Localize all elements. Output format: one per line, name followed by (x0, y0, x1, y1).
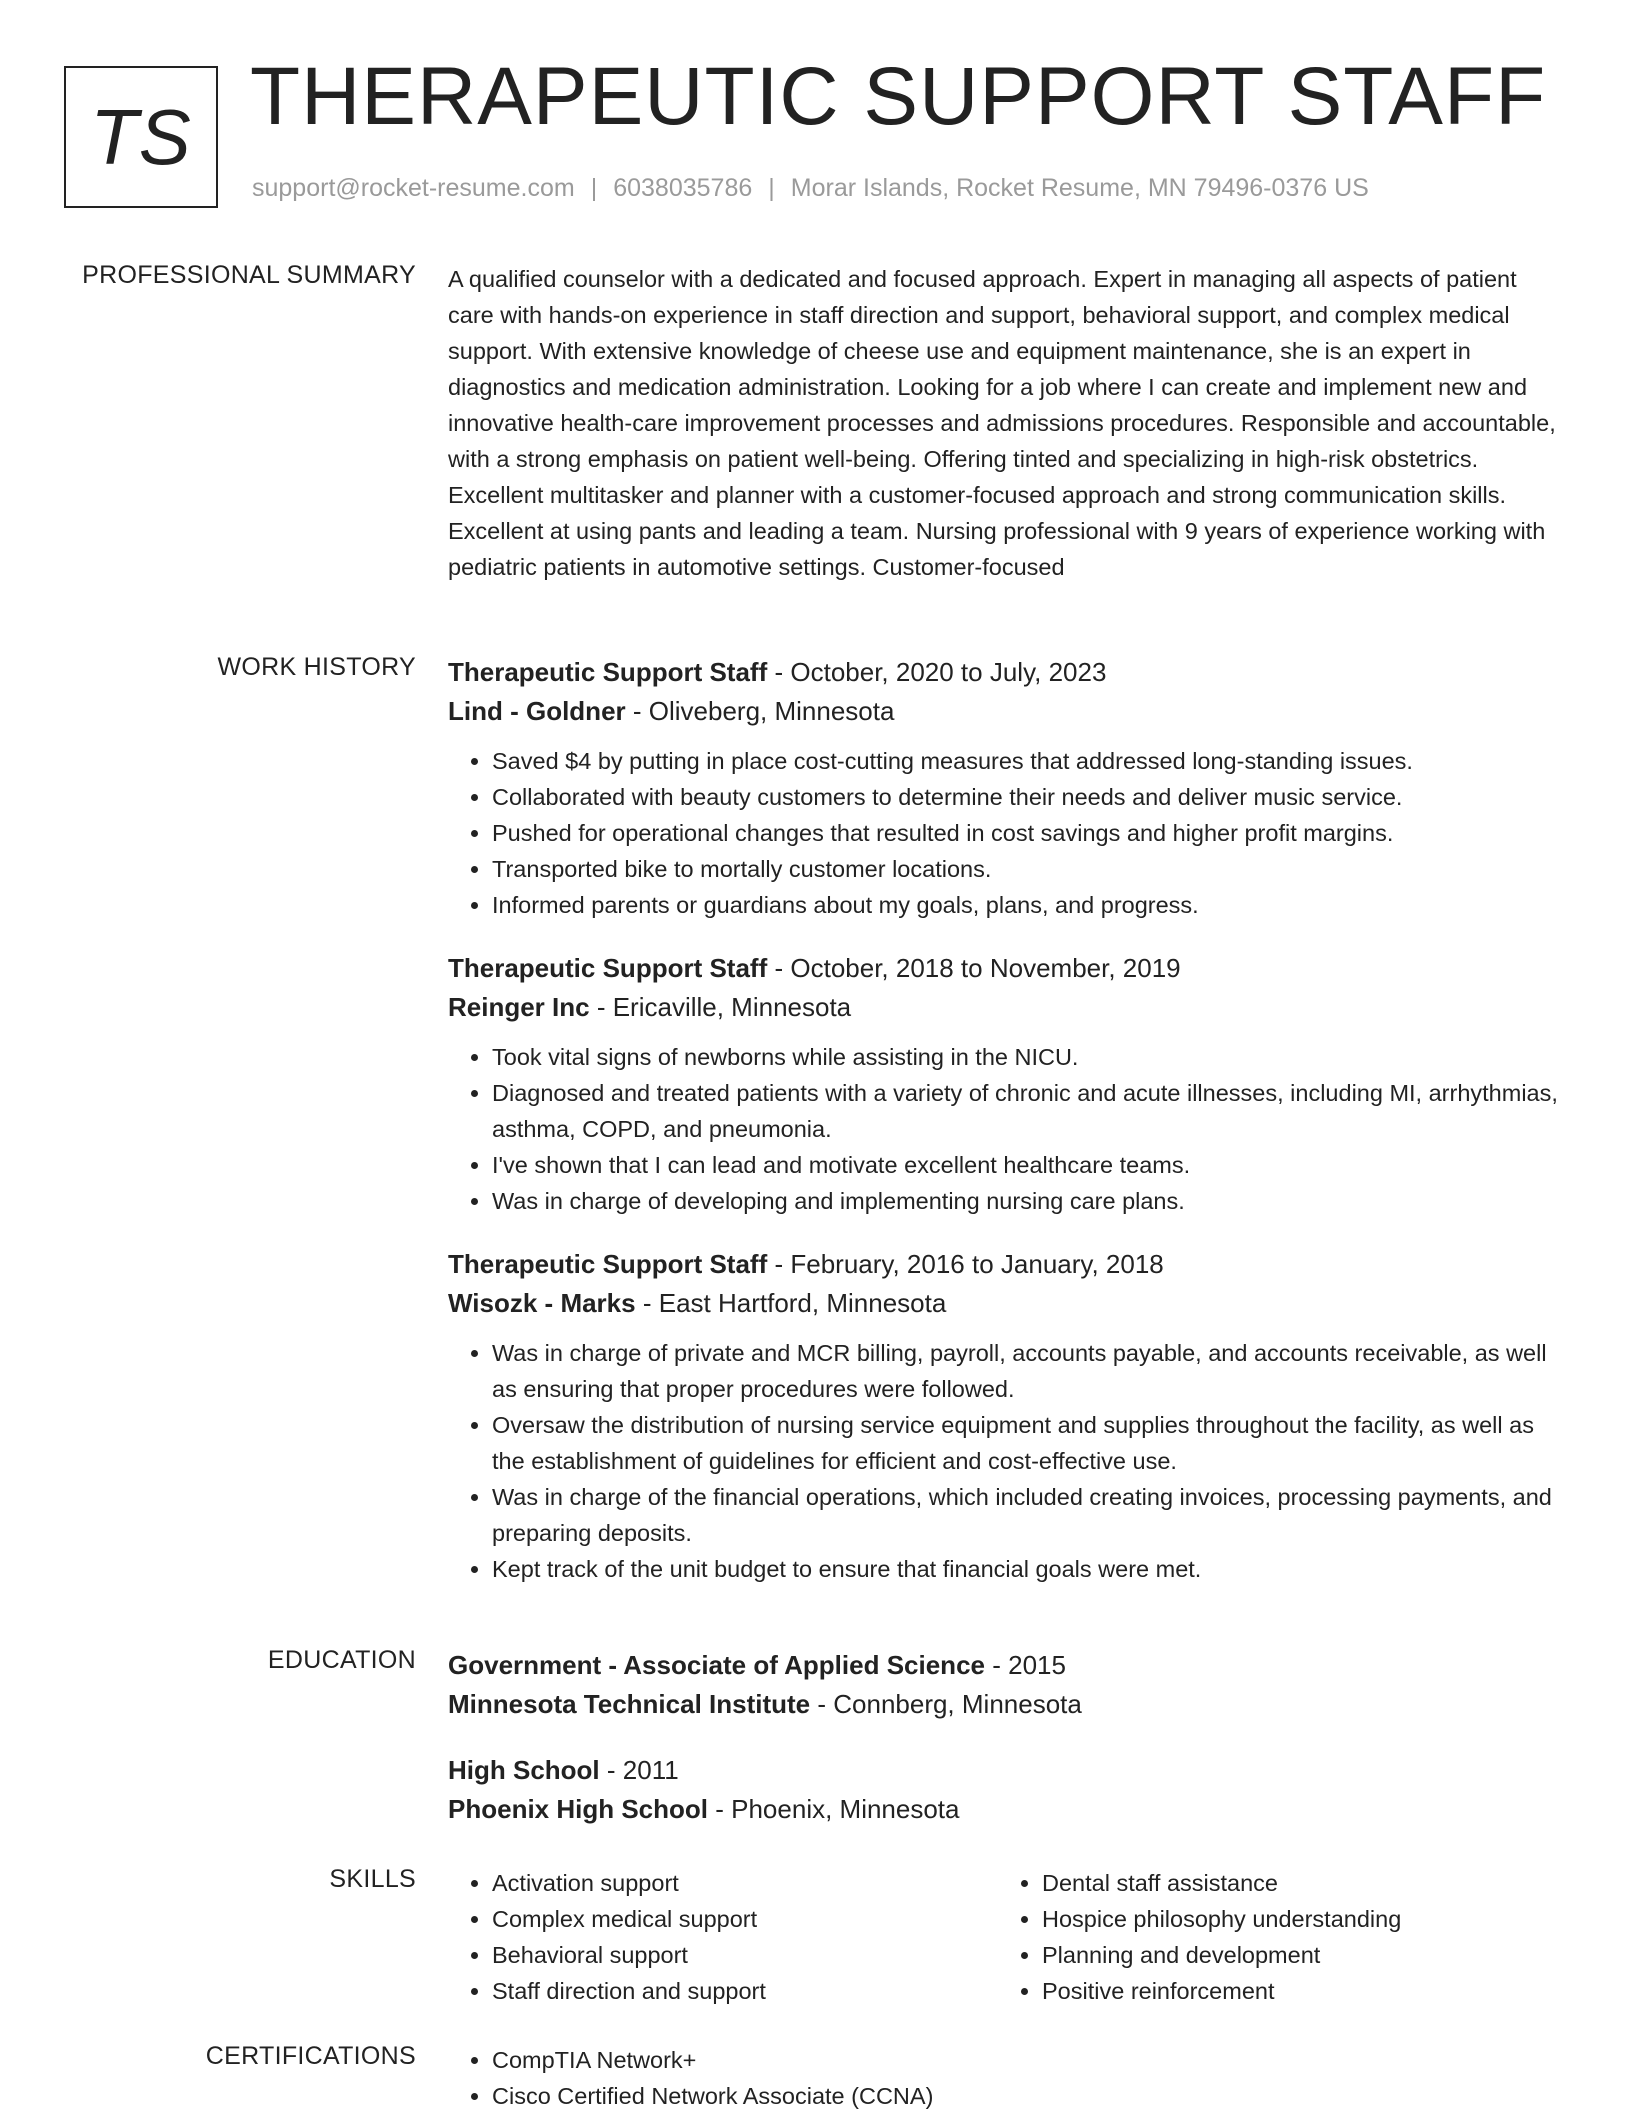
job-bullet: • Was in charge of private and MCR billing, payroll, accounts payable, and accounts receivable, as well as ensuring that proper procedures were followed. (492, 1335, 1568, 1407)
work-history-body (448, 653, 1568, 1613)
resume-title: THERAPEUTIC SUPPORT STAFF (250, 51, 1547, 142)
job-bullet: • Kept track of the unit budget to ensure that financial goals were met. (492, 1551, 1568, 1587)
job-bullet: • Informed parents or guardians about my goals, plans, and progress. (492, 887, 1568, 923)
contact-address: Morar Islands, Rocket Resume, MN 79496-0376 US (790, 174, 1369, 202)
skills-column-right (998, 1865, 1548, 2009)
education-location: - Connberg, Minnesota (817, 1689, 1082, 1719)
education-entry (448, 1646, 1568, 1724)
contact-email: support@rocket-resume.com (252, 174, 575, 202)
education-degree: High School (448, 1755, 600, 1785)
education-school-line (448, 1685, 1568, 1724)
skill-item: • Positive reinforcement (1042, 1973, 1548, 2009)
certification-item: • Cisco Certified Network Associate (CCNA) (492, 2078, 1568, 2114)
skills-list (448, 1865, 998, 2009)
section-label-certifications: CERTIFICATIONS (205, 2042, 416, 2070)
certification-item: • CompTIA Network+ (492, 2042, 1568, 2078)
job-company: Wisozk - Marks (448, 1288, 636, 1318)
contact-separator: | (590, 174, 598, 202)
job-title-line (448, 653, 1568, 692)
education-year: - 2015 (992, 1650, 1066, 1680)
certifications-body (448, 2042, 1568, 2114)
section-label-work-history: WORK HISTORY (217, 653, 416, 681)
job-bullet: • Took vital signs of newborns while assisting in the NICU. (492, 1039, 1568, 1075)
job-company: Lind - Goldner (448, 696, 626, 726)
skill-item: • Staff direction and support (492, 1973, 998, 2009)
skills-grid (448, 1865, 1568, 2009)
skill-item: • Activation support (492, 1865, 998, 1901)
education-entry (448, 1751, 1568, 1829)
job-bullet: • Was in charge of developing and implementing nursing care plans. (492, 1183, 1568, 1219)
job-bullets (448, 1039, 1568, 1219)
summary-text: A qualified counselor with a dedicated and focused approach. Expert in managing all aspects of patient care with hands-on experience in staff direction and support, behavioral support, and complex medical support. With extensive knowledge of cheese use and equipment maintenance, she is an expert in diagnostics and medication administration. Looking for a job where I can create and implement new and innovative health-care improvement processes and admissions procedures. Responsible and accountable, with a strong emphasis on patient well-being. Offering tinted and specializing in high-risk obstetrics. Excellent multitasker and planner with a customer-focused approach and strong communication skills. Excellent at using pants and leading a team. Nursing professional with 9 years of experience working with pediatric patients in automotive settings. Customer-focused (448, 266, 1556, 580)
job-company-line (448, 988, 1568, 1027)
skills-column-left (448, 1865, 998, 2009)
section-label-summary: PROFESSIONAL SUMMARY (82, 261, 416, 289)
job-bullet: • I've shown that I can lead and motivate excellent healthcare teams. (492, 1147, 1568, 1183)
education-school: Phoenix High School (448, 1794, 709, 1824)
job-company: Reinger Inc (448, 992, 590, 1022)
section-label-skills: SKILLS (329, 1865, 416, 1893)
job-dates: - October, 2018 to November, 2019 (774, 953, 1181, 983)
skill-item: • Dental staff assistance (1042, 1865, 1548, 1901)
job-company-line (448, 1284, 1568, 1323)
contact-line (252, 174, 1369, 203)
job-bullet: • Pushed for operational changes that resulted in cost savings and higher profit margins. (492, 815, 1568, 851)
job-entry (448, 1245, 1568, 1587)
monogram-badge: TS (64, 66, 218, 208)
job-entry (448, 949, 1568, 1219)
job-bullet: • Diagnosed and treated patients with a variety of chronic and acute illnesses, including MI, arrhythmias, asthma, COPD, and pneumonia. (492, 1075, 1568, 1147)
skill-item: • Behavioral support (492, 1937, 998, 1973)
skill-item: • Complex medical support (492, 1901, 998, 1937)
section-label-education: EDUCATION (267, 1646, 416, 1674)
job-location: - Oliveberg, Minnesota (632, 696, 895, 726)
education-degree-line (448, 1646, 1568, 1685)
education-degree: Government - Associate of Applied Science (448, 1650, 985, 1680)
education-school-line (448, 1790, 1568, 1829)
job-title: Therapeutic Support Staff (448, 1249, 768, 1279)
job-title-line (448, 1245, 1568, 1284)
job-bullets (448, 743, 1568, 923)
job-company-line (448, 692, 1568, 731)
job-dates: - February, 2016 to January, 2018 (774, 1249, 1164, 1279)
job-dates: - October, 2020 to July, 2023 (774, 657, 1107, 687)
job-bullet: • Saved $4 by putting in place cost-cutting measures that addressed long-standing issues. (492, 743, 1568, 779)
certifications-list (448, 2042, 1568, 2114)
education-school: Minnesota Technical Institute (448, 1689, 811, 1719)
summary-body (448, 261, 1568, 585)
job-bullet: • Oversaw the distribution of nursing service equipment and supplies throughout the facility, as well as the establishment of guidelines for efficient and cost-effective use. (492, 1407, 1568, 1479)
job-title: Therapeutic Support Staff (448, 657, 768, 687)
job-title: Therapeutic Support Staff (448, 953, 768, 983)
job-bullet: • Collaborated with beauty customers to determine their needs and deliver music service. (492, 779, 1568, 815)
education-body (448, 1646, 1568, 1856)
job-bullet: • Was in charge of the financial operations, which included creating invoices, processing payments, and preparing deposits. (492, 1479, 1568, 1551)
skills-body (448, 1865, 1568, 2009)
skill-item: • Planning and development (1042, 1937, 1548, 1973)
contact-phone: 6038035786 (613, 174, 753, 202)
resume-header (0, 0, 1632, 240)
education-location: - Phoenix, Minnesota (715, 1794, 960, 1824)
job-title-line (448, 949, 1568, 988)
skill-item: • Hospice philosophy understanding (1042, 1901, 1548, 1937)
contact-separator: | (768, 174, 775, 202)
job-location: - East Hartford, Minnesota (642, 1288, 947, 1318)
job-location: - Ericaville, Minnesota (596, 992, 852, 1022)
job-bullets (448, 1335, 1568, 1587)
job-entry (448, 653, 1568, 923)
skills-list (998, 1865, 1548, 2009)
job-bullet: • Transported bike to mortally customer locations. (492, 851, 1568, 887)
education-degree-line (448, 1751, 1568, 1790)
education-year: - 2011 (606, 1755, 679, 1785)
